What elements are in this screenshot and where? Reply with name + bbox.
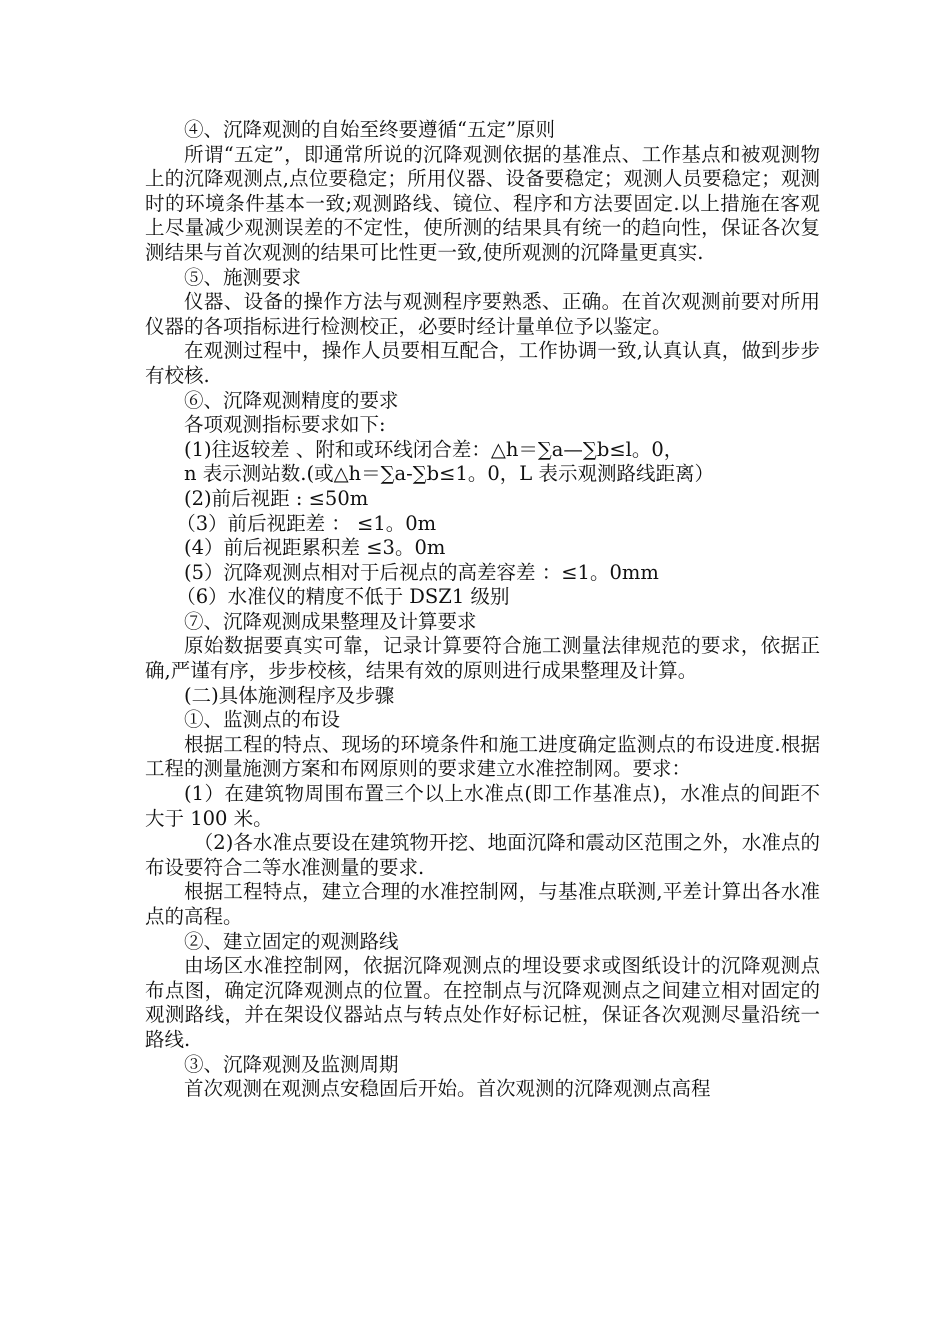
paragraph-control-network: 根据工程特点，建立合理的水准控制网，与基准点联测,平差计算出各水准点的高程。 [145,880,820,928]
list-item-benchmark-count: (1）在建筑物周围布置三个以上水准点(即工作基准点)，水准点的间距不大于 100 米。 [145,782,820,830]
paragraph-first-observation: 首次观测在观测点安稳固后开始。首次观测的沉降观测点高程 [184,1077,711,1101]
document-body [145,118,820,1102]
paragraph-observation-cooperation: 在观测过程中，操作人员要相互配合，工作协调一致,认真认真，做到步步有校核. [145,339,820,387]
list-item-level-precision: （6）水准仪的精度不低于 DSZ1 级别 [176,585,510,609]
section-heading-observation-period: ③、沉降观测及监测周期 [184,1052,399,1076]
section-heading-procedure: (二)具体施测程序及步骤 [184,683,395,707]
paragraph-instrument-operation: 仪器、设备的操作方法与观测程序要熟悉、正确。在首次观测前要对所用仪器的各项指标进行检测校正，必要时经计量单位予以鉴定。 [145,290,820,338]
section-heading-result-processing: ⑦、沉降观测成果整理及计算要求 [184,609,477,633]
list-item-height-tolerance: (5）沉降观测点相对于后视点的高差容差 ：≤1。0mm [184,560,659,584]
paragraph-route-description: 由场区水准控制网，依据沉降观测点的埋设要求或图纸设计的沉降观测点布点图，确定沉降观测点的位置。在控制点与沉降观测点之间建立相对固定的观测路线，并在架设仪器站点与转点处作好标记桩，保证各次观测尽量沿统一路线. [145,954,820,1051]
list-item-closure-error: (1)往返较差 、附和或环线闭合差：△h＝∑a—∑b≤l。0， [184,437,684,461]
section-heading-precision: ⑥、沉降观测精度的要求 [184,388,399,412]
section-heading-measurement-requirements: ⑤、施测要求 [184,265,302,289]
list-item-benchmark-location: （2)各水准点要设在建筑物开挖、地面沉降和震动区范围之外，水准点的布设要符合二等水准测量的要求. [145,831,820,879]
paragraph-monitoring-layout: 根据工程的特点、现场的环境条件和施工进度确定监测点的布设进度.根据工程的测量施测方案和布网原则的要求建立水准控制网。要求： [145,732,820,781]
list-item-sight-distance: (2)前后视距 : ≤50m [184,486,369,510]
paragraph-indicators-intro: 各项观测指标要求如下: [184,413,386,437]
list-item-sight-distance-difference: （3）前后视距差 ： ≤1。0m [176,511,437,535]
section-heading-five-fixed: ④、沉降观测的自始至终要遵循“五定”原则 [184,118,555,141]
section-heading-monitoring-points: ①、监测点的布设 [184,708,341,732]
list-item-closure-error-note: n 表示测站数.(或△h＝∑a-∑b≤1。0，L 表示观测路线距离） [184,462,714,486]
list-item-cumulative-difference: (4）前后视距累积差 ≤3。0m [184,536,446,560]
section-heading-observation-route: ②、建立固定的观测路线 [184,929,399,953]
paragraph-raw-data: 原始数据要真实可靠，记录计算要符合施工测量法律规范的要求，依据正确,严谨有序，步步校核，结果有效的原则进行成果整理及计算。 [145,634,820,683]
paragraph-five-fixed-explanation: 所谓“五定”，即通常所说的沉降观测依据的基准点、工作基点和被观测物上的沉降观测点,点位要稳定；所用仪器、设备要稳定；观测人员要稳定；观测时的环境条件基本一致;观测路线、镜位、程序和方法要固定.以上措施在客观上尽量减少观测误差的不定性，使所测的结果具有统一的趋向性，保证各次复测结果与首次观测的结果可比性更一致,使所观测的沉降量更真实. [145,142,820,264]
